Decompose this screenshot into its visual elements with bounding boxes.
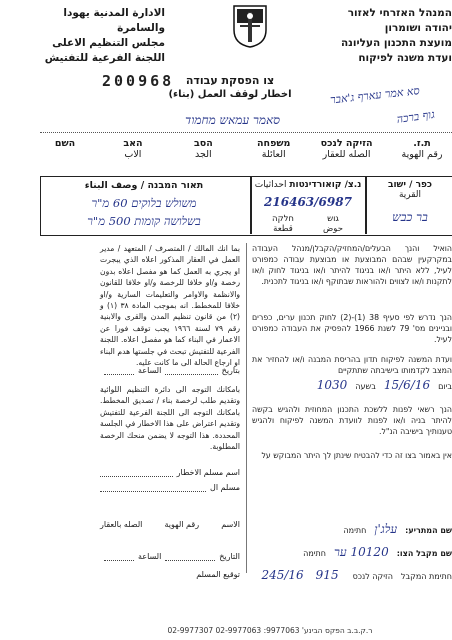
- arabic-date-row-2: التاريخ الساعة: [100, 552, 240, 561]
- header-line: המנהל האזרחי לאזור: [347, 7, 452, 19]
- hebrew-date-row: ביום 15/6/16 בשעה 1030: [316, 378, 452, 392]
- footer-date-row: חתימת המקבל הזיקה לנכס 915 245/16: [261, 568, 452, 582]
- header-line: اللجنة الفرعية للتفتيش: [44, 52, 165, 64]
- header-line: والسامرة: [117, 22, 165, 34]
- desc-label: תאור המבנה / وصف البناء: [84, 180, 204, 191]
- arabic-receiver: اسم مسلم الاخطار مسلم ال: [100, 468, 240, 492]
- person-labels: [40, 138, 452, 170]
- header-line: מועצת התכנון העליונה: [340, 37, 452, 49]
- desc-value-1: משולש בלוקים 60 מ"ר: [91, 196, 197, 210]
- hebrew-body-3: ועדת המשנה לפיקוח תדון בהריסת המבנה ו/או להחזיר את המצב לקדמותו בישיבתה שתתקיים: [252, 355, 452, 375]
- header-line: ועדת משנה לפיקוח: [358, 52, 452, 64]
- column-divider: [246, 243, 247, 573]
- label-father: האב الاب: [123, 138, 143, 160]
- label-family: משפחה العائلة: [257, 138, 291, 160]
- header-line: الادارة المدنية يهودا: [63, 7, 165, 19]
- label-relation: הזיקה לנכס الصله للعقار: [320, 138, 373, 160]
- title-hebrew: צו הפסקת עבודה: [185, 74, 275, 87]
- arabic-body-2: بامكانك التوجه الى دائرة التنظيم اللوائية وتقديم طلب لرخصة بناء / تصديق المخطط. بامكانك التوجه الى اللجنة الفرعية للتفتيش وتقديم اعتراض على هذا الاخطار في الجلسة المحددة. هذا التوجه لا يضمن منحك الرخصة المطلوبة.: [100, 385, 240, 452]
- divider: [365, 176, 367, 234]
- arabic-header: [30, 6, 165, 66]
- serial-number: 200968: [102, 72, 175, 90]
- name-line: [40, 132, 452, 133]
- hebrew-body-2: הנך נדרש לפי סעיף 38 (1)-(2) לחוק תכנון ערים, כפרים ובניינים מס' 79 לשנת 1966 להפסיק את העבודה כמפורט לעיל.: [252, 313, 452, 344]
- label-grandfather: הסב الجد: [193, 138, 213, 160]
- hebrew-body-1: הואיל והנך הבעלים/המחזיק/הקבלן/מנהל העבודה במקרקעין שבהם המבוצעת או מבוצעת עבודה כמפורט לעיל, ללא היתר ו/או בניגוד להיתר ו/או בניגוד לחוק ו/או לתקנות ו/או לצווים ולהוראות שבתוקף ו/או בניגוד לתכנית.: [252, 244, 452, 286]
- emblem: [232, 4, 268, 48]
- divider: [250, 176, 252, 234]
- title-arabic: اخطار لوقف العمل (بناء): [168, 89, 292, 100]
- village-label: כפר / ישוב القرية: [387, 180, 433, 200]
- arabic-id-row: الاسم رقم الهوية الصله بالعقار: [100, 520, 240, 529]
- emblem-icon: [232, 4, 268, 48]
- hebrew-header: [300, 6, 452, 66]
- handwritten-side-note: סא אמר עארף ג'אבר: [329, 84, 421, 107]
- hearing-date: 15/6/16: [383, 378, 431, 392]
- hebrew-body-5: אין באמור בצו זה כדי להבטיח שינתן לך היתר המבוקש על: [261, 451, 452, 460]
- footer-inspector-row: שם המתריע: עלג'ן חתימה: [343, 522, 452, 536]
- header-line: יהודה ושומרון: [384, 22, 452, 34]
- arabic-date-row: بتاريخ الساعة: [100, 366, 240, 375]
- arabic-body: بما انك المالك / المتصرف / المتعهد / مدير العمل في العقار المذكور اعلاه الذي يبجرت او يجري به العمل كما هو مفصل اعلاه بدون رخصة و/او خلافا للرخصة و/او خلافا للقانون والانظمة والاوامر والتعليمات السارية و/او خلافا للمخطط. انه بموجب المادة ٣٨ (١) و (٢) من قانون تنظيم المدن والقرى والابنية رقم ٧٩ لسنة ١٩٦٦ يجب توقف فورا عن الاعمار في البناء كما هو مفصل اعلاه. اللجنة الفرعية للتفتيش تبحث في جلستها هدم البناء او ارجاع الحالة الى ما كانت عليه.: [100, 244, 241, 368]
- coords-value: 216463/6987: [264, 195, 352, 209]
- footer-receiver-row: שם מקבל הצו: 10120 ער חתימה: [303, 545, 452, 559]
- header-line: مجلس التنظيم الاعلى: [52, 37, 165, 49]
- village-value: בר כבש: [392, 210, 428, 224]
- block-labels: גוש חלקה حوض قطعة: [272, 214, 343, 234]
- label-name: השם: [54, 138, 76, 149]
- hebrew-body-4: הנך רשאי לפנות ללשכת התכנון המחוזית ולהגיש בקשה להיתר בניה ו/או לפנות לוועדת המשנה לפיקוח ולהגיש טענותיך בישיבה הנ"ל.: [252, 405, 452, 436]
- desc-value-2: בשלושה קומות 500 מ"ר: [87, 214, 201, 228]
- hearing-time: 1030: [316, 378, 348, 392]
- coords-label: נ.צ/ קואורדינטות احداثيات: [254, 180, 362, 190]
- handwritten-side-note-2: גוף ברכה: [395, 107, 436, 126]
- arabic-signature: توقيع المسلم: [196, 570, 240, 579]
- label-id: ת.ז. رقم الهوية: [401, 138, 443, 160]
- footer-phone: 02-9977307 02-9977063 :ר.ק.ב.ב הפקס הבינע' 9977063: [167, 626, 373, 635]
- handwritten-name: סאמר עמאש מחמוד: [185, 113, 280, 127]
